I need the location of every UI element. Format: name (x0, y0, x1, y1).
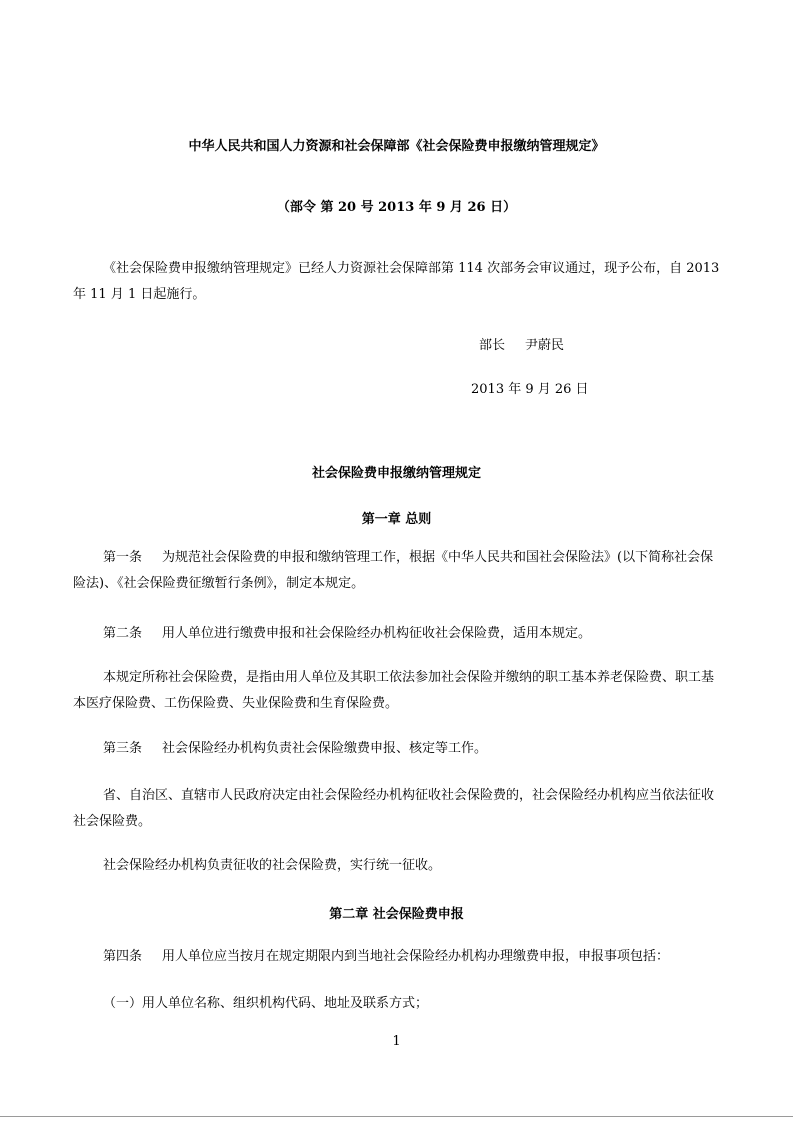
article-3-text: 社会保险经办机构负责社会保险缴费申报、核定等工作。 (162, 741, 488, 756)
order-line: （部令 第 20 号 2013 年 9 月 26 日） (276, 200, 517, 215)
document-title: 中华人民共和国人力资源和社会保障部《社会保险费申报缴纳管理规定》 (188, 139, 605, 154)
article-1-label: 第一条 (103, 550, 143, 565)
article-2-text: 用人单位进行缴费申报和社会保险经办机构征收社会保险费，适用本规定。 (162, 626, 592, 641)
article-3-paragraph-3: 社会保险经办机构负责征收的社会保险费，实行统一征收。 (103, 858, 442, 873)
article-4-text: 用人单位应当按月在规定期限内到当地社会保险经办机构办理缴费申报，申报事项包括： (162, 949, 670, 964)
signature-line (479, 334, 564, 353)
article-3-paragraph-2: 省、自治区、直辖市人民政府决定由社会保险经办机构征收社会保险费的，社会保险经办机构应当依法征收社会保险费。 (73, 788, 715, 829)
intro-paragraph: 《社会保险费申报缴纳管理规定》已经人力资源社会保障部第 114 次部务会审议通过，现予公布，自 2013 年 11 月 1 日起施行。 (73, 261, 720, 302)
article-1 (73, 545, 723, 597)
article-3-label: 第三条 (103, 741, 143, 756)
regulation-title: 社会保险费申报缴纳管理规定 (311, 466, 481, 481)
page-bottom-rule (0, 1116, 793, 1117)
sign-date: 2013 年 9 月 26 日 (471, 382, 589, 397)
chapter-2-heading: 第二章 社会保险费申报 (329, 907, 464, 922)
article-1-text: 为规范社会保险费的申报和缴纳管理工作，根据《中华人民共和国社会保险法》(以下简称社会保险法)、《社会保险费征缴暂行条例》，制定本规定。 (73, 550, 714, 591)
page-number: 1 (392, 1034, 401, 1049)
signer-name: 尹蔚民 (525, 338, 565, 353)
chapter-1-heading: 第一章 总则 (361, 512, 432, 527)
article-4-item-1: （一）用人单位名称、组织机构代码、地址及联系方式； (103, 996, 429, 1011)
article-3 (73, 736, 723, 762)
article-4-label: 第四条 (103, 949, 143, 964)
article-2-label: 第二条 (103, 626, 143, 641)
article-2-paragraph-2: 本规定所称社会保险费，是指由用人单位及其职工依法参加社会保险并缴纳的职工基本养老保险费、职工基本医疗保险费、工伤保险费、失业保险费和生育保险费。 (73, 670, 715, 711)
signer-title: 部长 (479, 338, 506, 353)
article-4 (73, 944, 723, 970)
article-2 (73, 621, 723, 647)
